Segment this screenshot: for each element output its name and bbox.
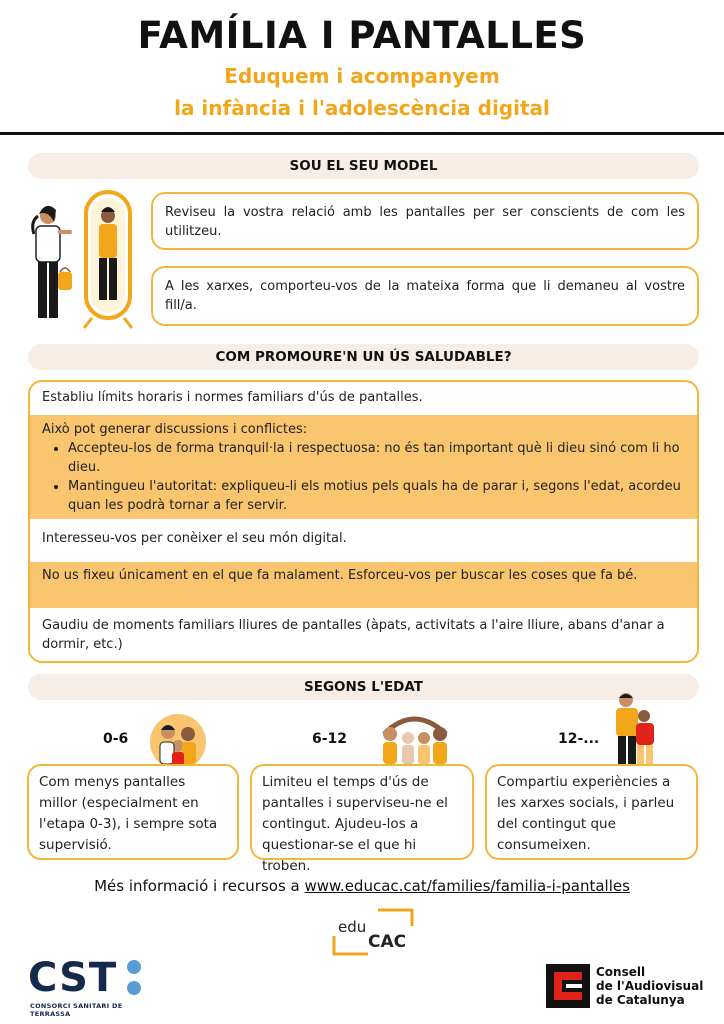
educac-cac-text: CAC: [368, 932, 407, 952]
cst-letters: CST: [28, 955, 118, 1001]
promote-row-5: Gaudiu de moments familiars lliures de pantalles (àpats, activitats a l'aire lliure, abans d'anar a dormir, etc.): [42, 618, 665, 652]
educac-logo: [330, 906, 420, 958]
section-heading-model: SOU EL SEU MODEL: [28, 153, 699, 179]
subtitle-line-2: la infància i l'adolescència digital: [174, 96, 550, 120]
section-heading-age: SEGONS L'EDAT: [28, 674, 699, 700]
cac-logo: [546, 964, 706, 1010]
mirror-illustration: [24, 186, 148, 332]
header-divider: [0, 132, 724, 135]
cst-dots-icon: [126, 959, 142, 997]
cst-logo: [28, 955, 148, 1018]
age-box-6-12: Limiteu el temps d'ús de pantalles i superviseu-ne el contingut. Ajudeu-los a questionar-se el que hi troben.: [250, 764, 474, 860]
page-title: FAMÍLIA I PANTALLES: [137, 14, 587, 57]
age-label-12-plus: 12-...: [558, 731, 600, 747]
age-label-0-6: 0-6: [103, 731, 129, 747]
more-info-line: [0, 877, 724, 895]
cac-mark-icon: [546, 964, 590, 1008]
age-label-6-12: 6-12: [312, 731, 348, 747]
age-box-12-plus: Compartiu experiències a les xarxes socials, i parleu del contingut que consumeixen.: [485, 764, 698, 860]
age-box-0-6: Com menys pantalles millor (especialment en l'etapa 0-3), i sempre sota supervisió.: [27, 764, 239, 860]
promote-row-2-intro: Això pot generar discussions i conflictes:: [42, 422, 308, 437]
section-heading-promote: COM PROMOURE'N UN ÚS SALUDABLE?: [28, 344, 699, 370]
model-item-2: A les xarxes, comporteu-vos de la mateixa forma que li demaneu al vostre fill/a.: [151, 266, 699, 326]
family-hug-illustration: [142, 712, 214, 770]
promote-row-3: Interesseu-vos per conèixer el seu món digital.: [42, 531, 347, 546]
promote-row-1: Establiu límits horaris i normes familiars d'ús de pantalles.: [42, 390, 423, 405]
promote-bullet-1: • Accepteu-los de forma tranquil·la i respectuosa: no és tan important què li dieu sinó com li ho dieu.: [68, 439, 685, 477]
family-group-illustration: [376, 704, 454, 766]
cst-caption: CONSORCI SANITARI DE TERRASSA: [30, 1002, 123, 1018]
promote-panel: [28, 380, 699, 663]
cac-name: [596, 965, 703, 1007]
cac-name-line-2: de l'Audiovisual: [596, 979, 704, 993]
educac-edu-text: edu: [338, 918, 367, 936]
cac-name-line-3: de Catalunya: [596, 993, 685, 1007]
promote-bullet-2: • Mantingueu l'autoritat: expliqueu-li els motius pels quals ha de parar i, segons l'edat, acordeu quan les podrà tornar a fer servir.: [68, 477, 685, 515]
promote-row-2: [30, 415, 697, 519]
cac-name-line-1: Consell: [596, 965, 646, 979]
teen-parent-illustration: [606, 690, 660, 772]
more-info-link[interactable]: www.educac.cat/families/familia-i-pantalles: [304, 877, 630, 895]
subtitle-line-1: Eduquem i acompanyem: [224, 64, 500, 88]
more-info-prefix: Més informació i recursos a: [94, 877, 305, 895]
promote-bullet-list: [68, 439, 685, 515]
promote-row-4: No us fixeu únicament en el que fa malament. Esforceu-vos per buscar les coses que fa bé.: [30, 562, 697, 608]
model-item-1: Reviseu la vostra relació amb les pantalles per ser conscients de com les utilitzeu.: [151, 192, 699, 250]
